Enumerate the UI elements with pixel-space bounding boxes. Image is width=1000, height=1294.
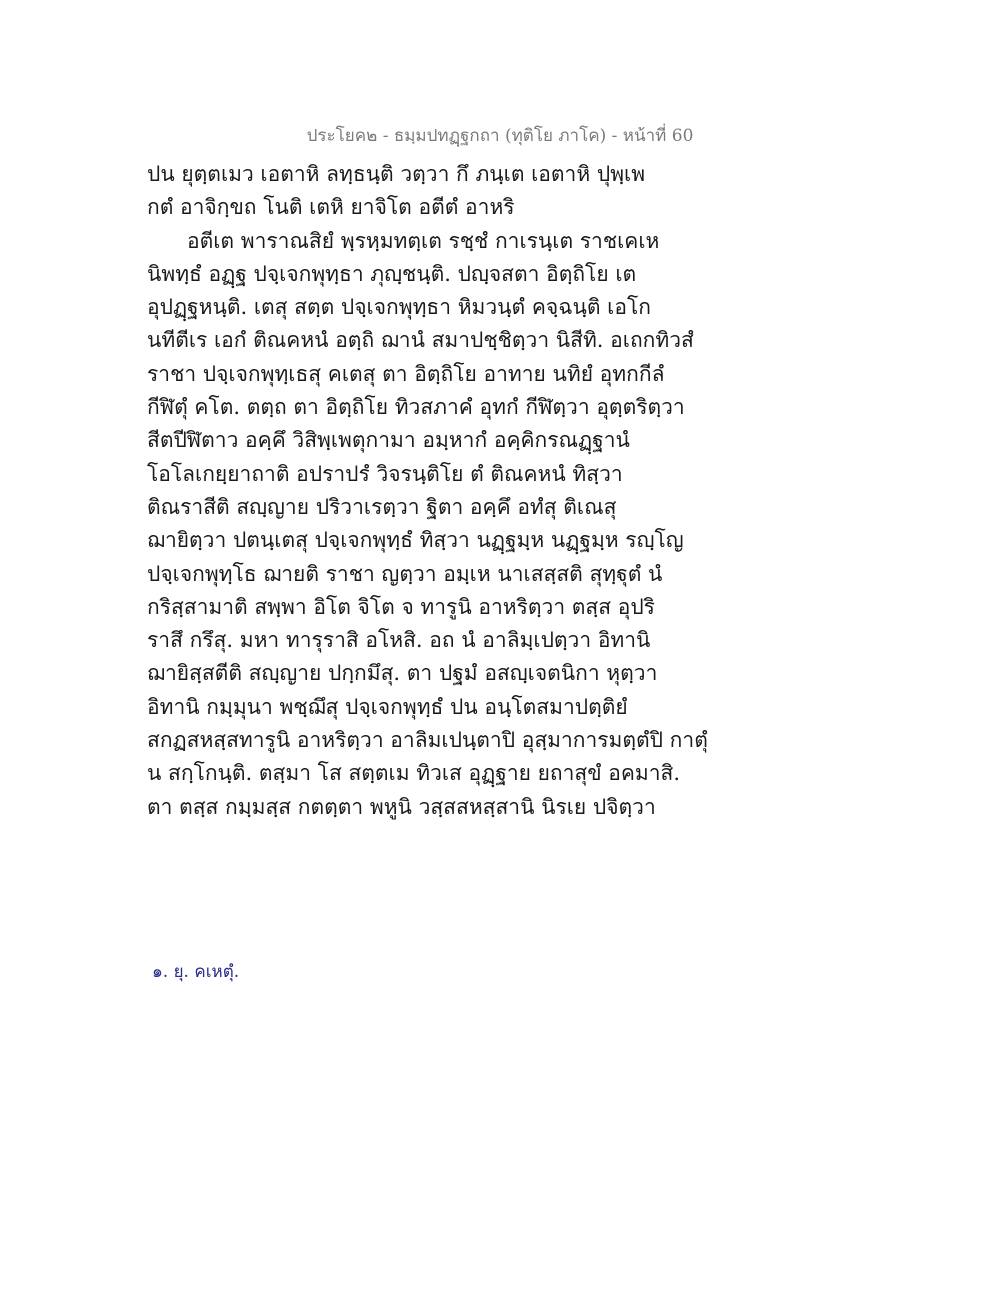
text-line: นทีตีเร เอกํ ติณคหนํ อตฺถิ ฌานํ สมาปชฺชิตฺวา นิสีทิ. อเถกทิวสํ [147,328,694,353]
text-line: กีฬิตุํ คโต. ตตฺถ ตา อิตฺถิโย ทิวสภาคํ อุทกํ กีฬิตฺวา อุตฺตริตฺวา [147,395,685,420]
text-line: ฌายิสฺสตีติ สญฺญาย ปกฺกมึสุ. ตา ปฐมํ อสญฺเจตนิกา หุตฺวา [147,661,658,686]
text-line: ติณราสีติ สญฺญาย ปริวาเรตฺวา ฐิตา อคฺคึ อทํสุ ติเณสุ [147,494,617,519]
footnote: ๑. ยุ. คเหตุํ. [152,962,240,982]
text-line: สกฏสหสฺสทารูนิ อาหริตฺวา อาลิมเปนฺตาปิ อุสฺมาการมตฺตํปิ กาตุํ [147,728,708,753]
text-line: กตํ อาจิกฺขถ โนติ เตหิ ยาจิโต อตีตํ อาหริ [147,195,515,220]
text-line: นิพทฺธํ อฏฺฐ ปจฺเจกพุทฺธา ภุญฺชนฺติ. ปญฺจสตา อิตฺถิโย เต [147,261,637,286]
text-line: ราชา ปจฺเจกพุทฺเธสุ คเตสุ ตา อิตฺถิโย อาทาย นทิยํ อุทกกีลํ [147,361,665,386]
text-line: ตา ตสฺส กมฺมสฺส กตตฺตา พหูนิ วสฺสสหสฺสานิ นิรเย ปจิตฺวา [147,794,656,819]
text-line: โอโลเกยฺยาถาติ อปราปรํ วิจรนฺติโย ตํ ติณคหนํ ทิสฺวา [147,461,623,486]
text-line: อุปฏฺฐหนฺติ. เตสุ สตฺต ปจฺเจกพุทฺธา หิมวนฺตํ คจฺฉนฺติ เอโก [147,295,651,320]
paragraph-start-line: อตีเต พาราณสิยํ พฺรหฺมทตฺเต รชฺชํ กาเรนฺเต ราชเคเห [187,228,660,253]
text-line: อิทานิ กมฺมุนา พชฺฌึสุ ปจฺเจกพุทฺธํ ปน อนฺโตสมาปตฺติยํ [147,694,628,719]
text-line: น สกฺโกนฺติ. ตสฺมา โส สตฺตเม ทิวเส อุฏฺฐาย ยถาสุขํ อคมาสิ. [147,761,681,786]
text-line: กริสฺสามาติ สพฺพา อิโต จิโต จ ทารูนิ อาหริตฺวา ตสฺส อุปริ [147,594,655,619]
text-line: ราสึ กรึสุ. มหา ทารุราสิ อโหสิ. อถ นํ อาลิมฺเปตฺวา อิทานิ [147,628,651,653]
running-header: ประโยค๒ - ธมฺมปทฏฺฐกถา (ทุติโย ภาโค) - หน้าที่ 60 [306,126,694,146]
text-line: สีตปีฬิตาว อคฺคึ วิสิพฺเพตุกามา อมฺหากํ อคฺคิกรณฏฺฐานํ [147,428,630,453]
text-line: ฌายิตฺวา ปตนฺเตสุ ปจฺเจกพุทฺธํ ทิสฺวา นฏฺฐมฺห นฏฺฐมฺห รญฺโญ [147,528,684,553]
text-line: ปน ยุตฺตเมว เอตาหิ ลทฺธนฺติ วตฺวา กึ ภนฺเต เอตาหิ ปุพฺเพ [147,162,646,186]
text-line: ปจฺเจกพุทฺโธ ฌายติ ราชา ญตฺวา อมฺเห นาเสสฺสติ สุทฺฐุตํ นํ [147,561,663,586]
body-text [147,158,867,824]
